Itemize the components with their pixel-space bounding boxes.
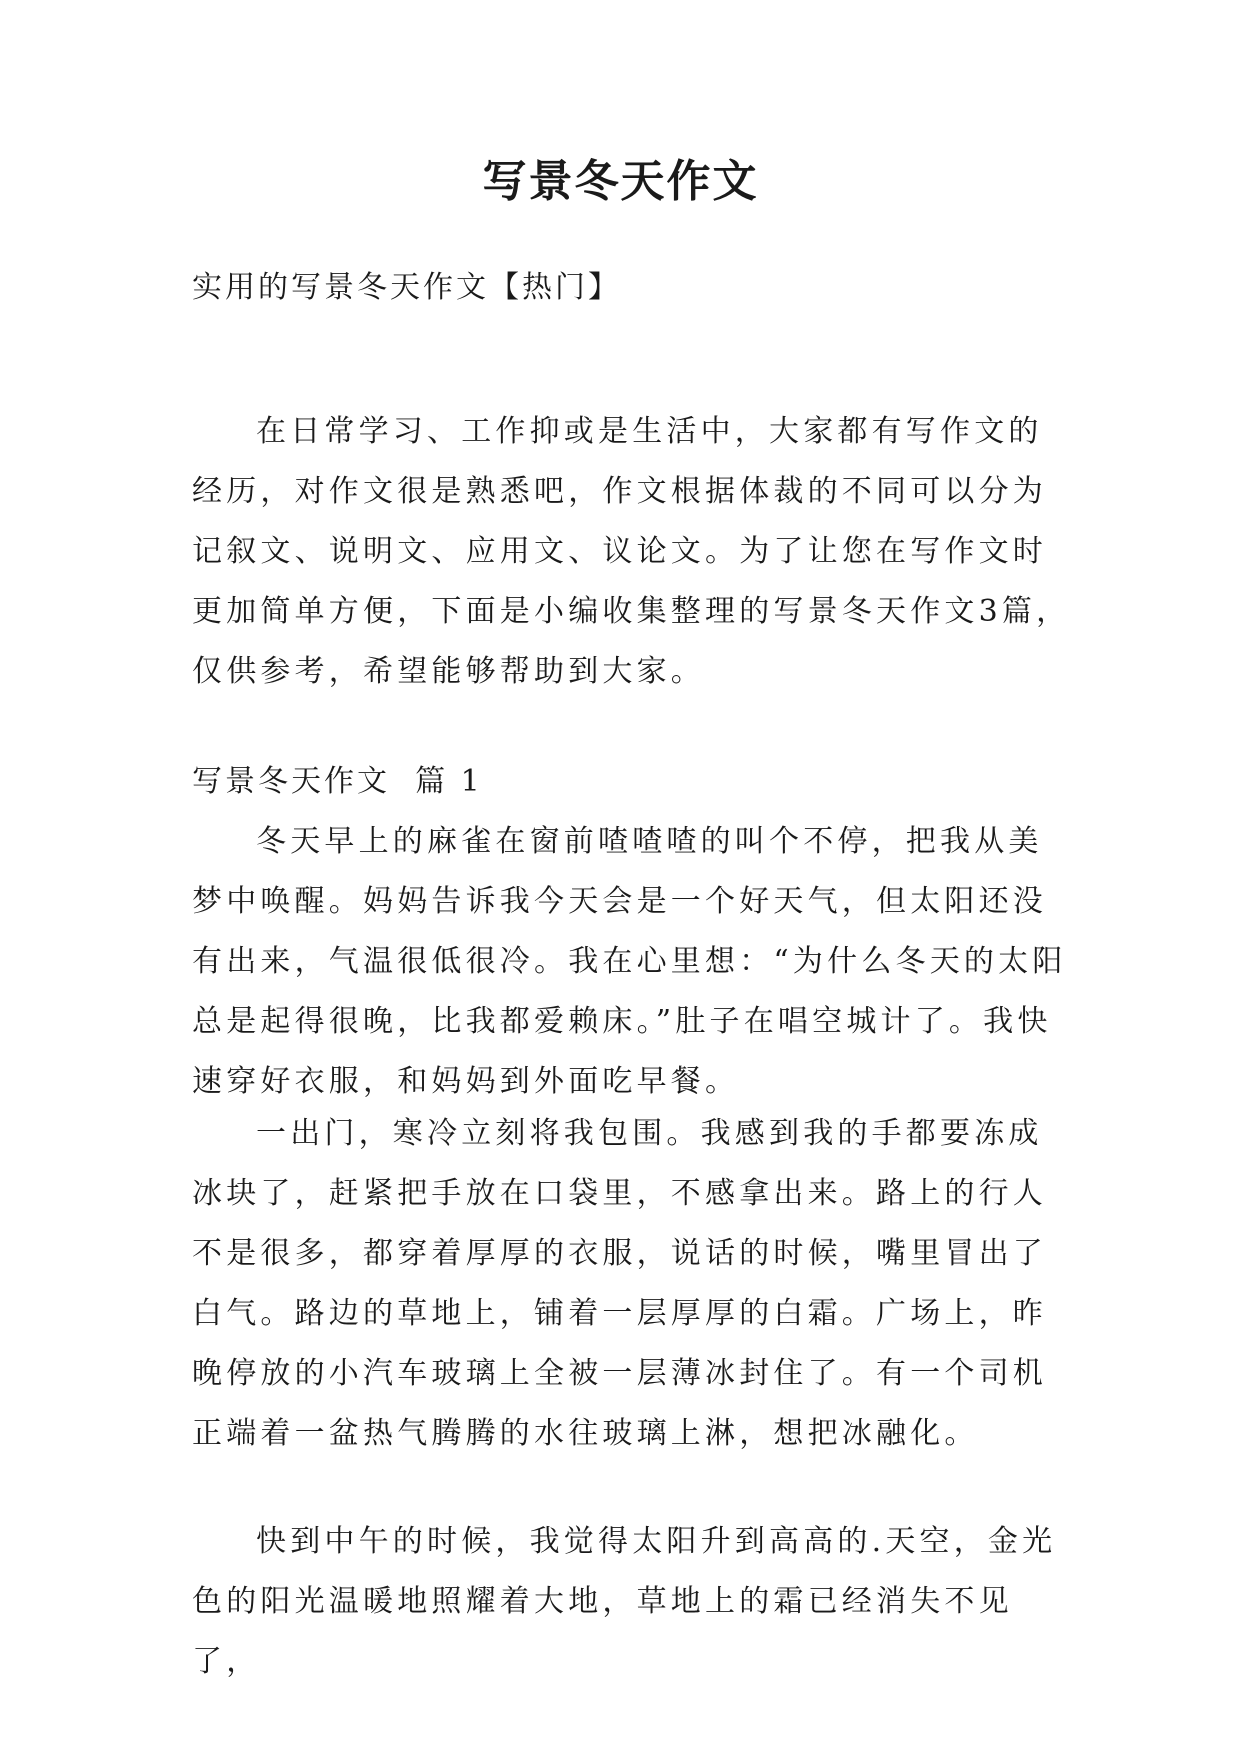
- document-subtitle: 实用的写景冬天作文【热门】: [192, 270, 621, 305]
- body-paragraph: 一出门，寒冷立刻将我包围。我感到我的手都要冻成冰块了，赶紧把手放在口袋里，不感拿出来。路上的行人不是很多，都穿着厚厚的衣服，说话的时候，嘴里冒出了白气。路边的草地上，铺着一层厚厚的白霜。广场上，昨晚停放的小汽车玻璃上全被一层薄冰封住了。有一个司机正端着一盆热气腾腾的水往玻璃上淋，想把冰融化。: [192, 1116, 1047, 1451]
- intro-paragraph: 在日常学习、工作抑或是生活中，大家都有写作文的经历，对作文很是熟悉吧，作文根据体裁的不同可以分为记叙文、说明文、应用文、议论文。为了让您在写作文时更加简单方便，下面是小编收集整理的写景冬天作文3篇，仅供参考，希望能够帮助到大家。: [192, 414, 1071, 689]
- section-heading: 写景冬天作文 篇 1: [192, 764, 483, 799]
- body-paragraph: 冬天早上的麻雀在窗前喳喳喳的叫个不停，把我从美梦中唤醒。妈妈告诉我今天会是一个好天气，但太阳还没有出来，气温很低很冷。我在心里想：“为什么冬天的太阳总是起得很晚，比我都爱赖床。”肚子在唱空城计了。我快速穿好衣服，和妈妈到外面吃早餐。: [192, 824, 1067, 1099]
- body-paragraph: 快到中午的时候，我觉得太阳升到高高的.天空，金光色的阳光温暖地照耀着大地，草地上的霜已经消失不见了，: [192, 1524, 1057, 1679]
- document-title: 写景冬天作文: [482, 156, 759, 207]
